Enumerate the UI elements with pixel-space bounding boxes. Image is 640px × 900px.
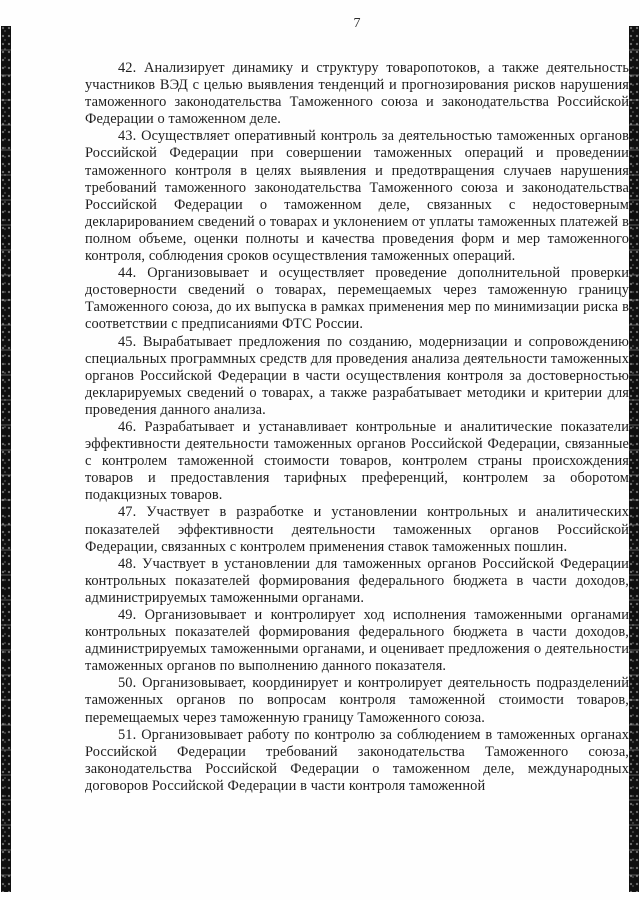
paragraph-48: 48. Участвует в установлении для таможенных органов Российской Федерации контрольных показателей формирования федерального бюджета в части доходов, администрируемых таможенными органами. — [85, 555, 629, 606]
paragraph-47: 47. Участвует в разработке и установлении контрольных и аналитических показателей эффективности деятельности таможенных органов Российской Федерации, связанных с контролем применения ставок таможенных пошлин. — [85, 504, 629, 555]
scan-artifact-left-edge — [1, 26, 11, 892]
paragraph-46: 46. Разрабатывает и устанавливает контрольные и аналитические показатели эффективности деятельности таможенных органов Российской Федерации, связанные с контролем таможенной стоимости товаров, контролем страны происхождения товаров и предоставления тарифных преференций, контролем за оборотом подакцизных товаров. — [85, 418, 629, 504]
page-number: 7 — [353, 16, 361, 31]
paragraph-42: 42. Анализирует динамику и структуру товаропотоков, а также деятельность участников ВЭД с целью выявления тенденций и прогнозирования рисков нарушения таможенного законодательства Таможенного союза и законодательства Российской Федерации о таможенном деле. — [85, 60, 629, 128]
page-content — [85, 16, 629, 795]
paragraph-43: 43. Осуществляет оперативный контроль за деятельностью таможенных органов Российской Федерации при совершении таможенных операций и проведении таможенного контроля в целях выявления и предотвращения случаев нарушения требований таможенного законодательства Таможенного союза и законодательства Российской Федерации о таможенном деле, связанных с недостоверным декларированием сведений о товарах и уклонением от уплаты таможенных платежей в полном объеме, оценки полноты и качества проведения форм и мер таможенного контроля, соблюдения сроков осуществления таможенных операций. — [85, 128, 629, 265]
paragraph-50: 50. Организовывает, координирует и контролирует деятельность подразделений таможенных органов по вопросам контроля таможенной стоимости товаров, перемещаемых через таможенную границу Таможенного союза. — [85, 675, 629, 726]
paragraph-51: 51. Организовывает работу по контролю за соблюдением в таможенных органах Российской Федерации требований законодательства Таможенного союза, законодательства Российской Федерации о таможенном деле, международных договоров Российской Федерации в части контроля таможенной — [85, 726, 629, 794]
scan-artifact-right-edge — [629, 26, 639, 892]
paragraph-45: 45. Вырабатывает предложения по созданию, модернизации и сопровождению специальных программных средств для проведения анализа деятельности таможенных органов Российской Федерации в части осуществления контроля за достоверностью декларируемых сведений о товарах, а также разрабатывает методики и критерии для проведения данного анализа. — [85, 333, 629, 418]
paragraph-44: 44. Организовывает и осуществляет проведение дополнительной проверки достоверности сведений о товарах, перемещаемых через таможенную границу Таможенного союза, до их выпуска в рамках применения мер по минимизации риска в соответствии с предписаниями ФТС России. — [85, 265, 629, 333]
paragraph-49: 49. Организовывает и контролирует ход исполнения таможенными органами контрольных показателей формирования федерального бюджета в части доходов, администрируемых таможенными органами, и оценивает предложения о деятельности таможенных органов по выполнению данного показателя. — [85, 607, 629, 675]
